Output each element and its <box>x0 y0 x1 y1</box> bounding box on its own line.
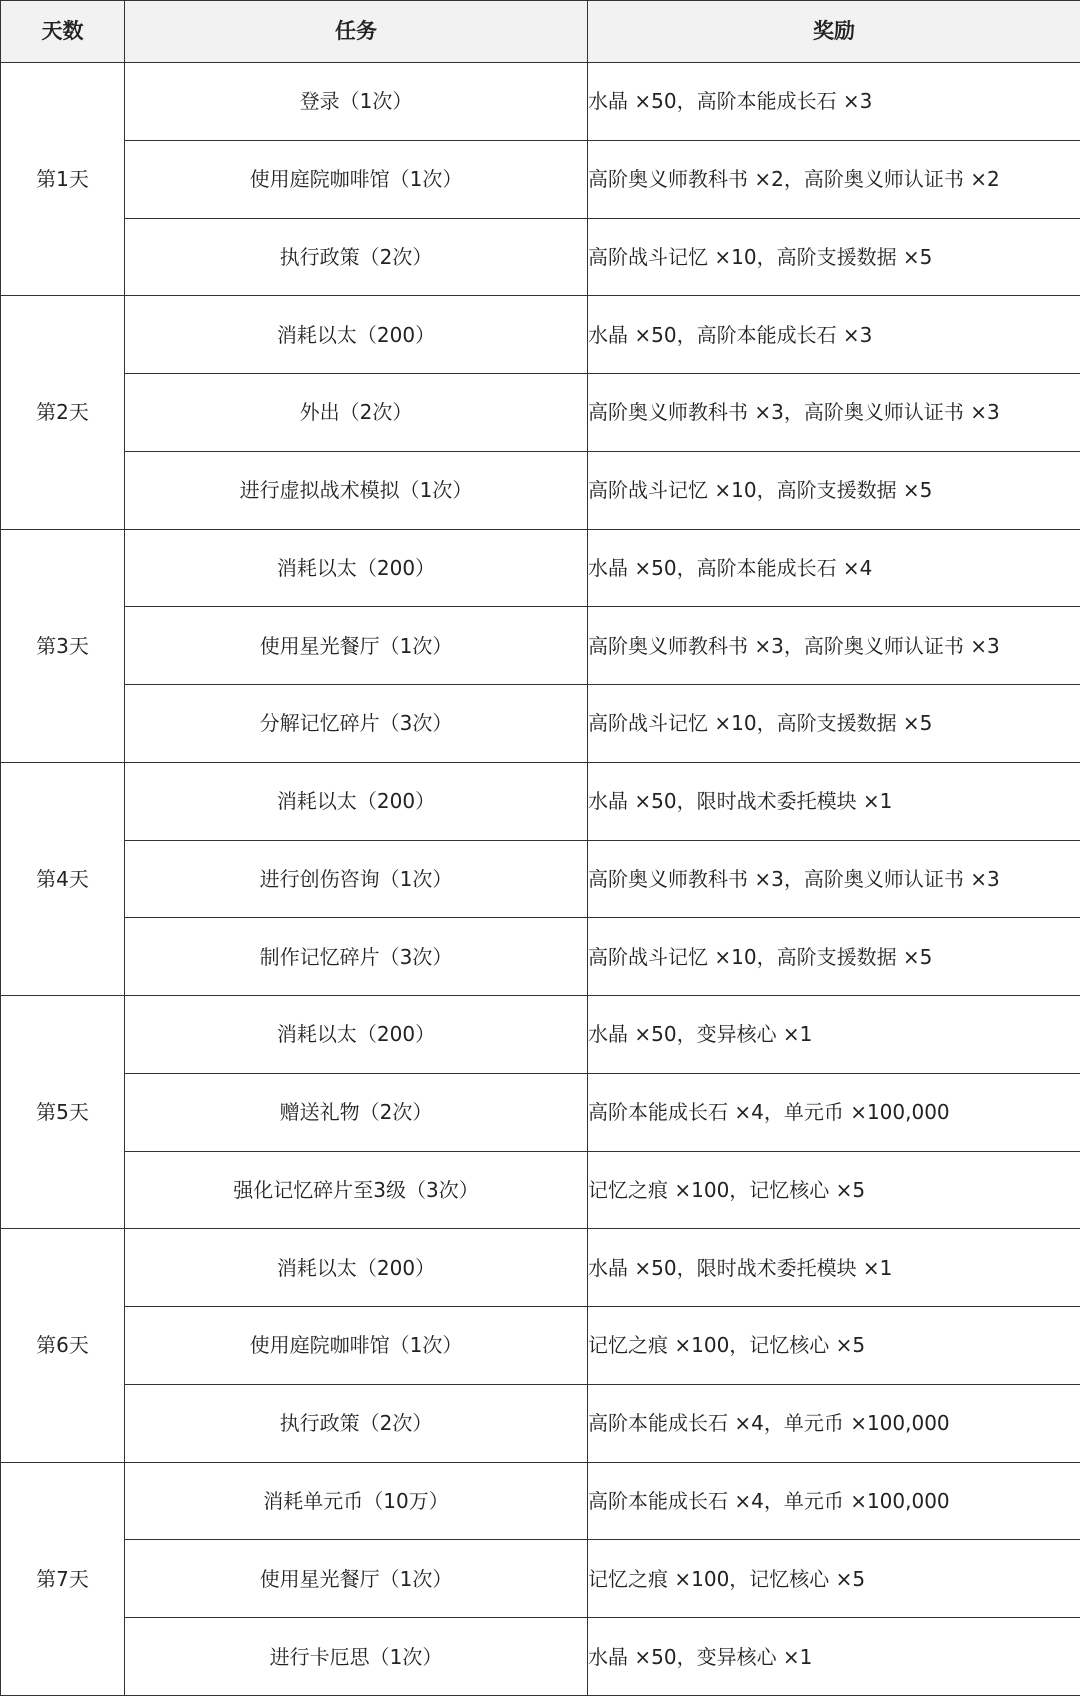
reward-cell: 高阶奥义师教科书 ×3，高阶奥义师认证书 ×3 <box>588 607 1080 685</box>
table-row <box>1 374 1080 452</box>
table-row <box>1 218 1080 296</box>
reward-cell: 高阶奥义师教科书 ×3，高阶奥义师认证书 ×3 <box>588 840 1080 918</box>
day-label: 第2天 <box>1 296 125 529</box>
reward-cell: 记忆之痕 ×100，记忆核心 ×5 <box>588 1151 1080 1229</box>
day-label: 第5天 <box>1 996 125 1229</box>
task-cell: 使用星光餐厅（1次） <box>125 1540 588 1618</box>
table-row <box>1 451 1080 529</box>
day-label: 第3天 <box>1 529 125 762</box>
task-cell: 消耗以太（200） <box>125 296 588 374</box>
table-row <box>1 685 1080 763</box>
task-cell: 分解记忆碎片（3次） <box>125 685 588 763</box>
task-cell: 进行卡厄思（1次） <box>125 1618 588 1696</box>
table-row <box>1 1229 1080 1307</box>
task-cell: 进行虚拟战术模拟（1次） <box>125 451 588 529</box>
reward-cell: 高阶奥义师教科书 ×3，高阶奥义师认证书 ×3 <box>588 374 1080 452</box>
reward-cell: 高阶战斗记忆 ×10，高阶支援数据 ×5 <box>588 918 1080 996</box>
reward-cell: 高阶本能成长石 ×4，单元币 ×100,000 <box>588 1384 1080 1462</box>
task-cell: 执行政策（2次） <box>125 218 588 296</box>
task-cell: 消耗以太（200） <box>125 529 588 607</box>
table-row <box>1 918 1080 996</box>
table-row <box>1 1151 1080 1229</box>
table-row <box>1 1384 1080 1462</box>
header-row <box>1 1 1080 63</box>
task-cell: 执行政策（2次） <box>125 1384 588 1462</box>
reward-cell: 水晶 ×50，变异核心 ×1 <box>588 1618 1080 1696</box>
task-cell: 登录（1次） <box>125 63 588 141</box>
header-day: 天数 <box>1 1 125 63</box>
reward-cell: 水晶 ×50，高阶本能成长石 ×3 <box>588 296 1080 374</box>
table-row <box>1 140 1080 218</box>
table-row <box>1 1073 1080 1151</box>
reward-cell: 记忆之痕 ×100，记忆核心 ×5 <box>588 1540 1080 1618</box>
table-row <box>1 1540 1080 1618</box>
table-row <box>1 1618 1080 1696</box>
task-cell: 使用星光餐厅（1次） <box>125 607 588 685</box>
reward-cell: 水晶 ×50，高阶本能成长石 ×4 <box>588 529 1080 607</box>
table-row <box>1 529 1080 607</box>
table-body <box>1 63 1080 1696</box>
reward-cell: 水晶 ×50，限时战术委托模块 ×1 <box>588 762 1080 840</box>
reward-cell: 水晶 ×50，变异核心 ×1 <box>588 996 1080 1074</box>
reward-cell: 水晶 ×50，高阶本能成长石 ×3 <box>588 63 1080 141</box>
task-cell: 强化记忆碎片至3级（3次） <box>125 1151 588 1229</box>
table-header <box>1 1 1080 63</box>
task-cell: 消耗以太（200） <box>125 1229 588 1307</box>
table-row <box>1 63 1080 141</box>
reward-cell: 高阶战斗记忆 ×10，高阶支援数据 ×5 <box>588 685 1080 763</box>
task-cell: 消耗以太（200） <box>125 996 588 1074</box>
reward-cell: 高阶奥义师教科书 ×2，高阶奥义师认证书 ×2 <box>588 140 1080 218</box>
table-row <box>1 840 1080 918</box>
task-cell: 消耗单元币（10万） <box>125 1462 588 1540</box>
day-label: 第7天 <box>1 1462 125 1696</box>
reward-cell: 高阶本能成长石 ×4，单元币 ×100,000 <box>588 1462 1080 1540</box>
task-cell: 进行创伤咨询（1次） <box>125 840 588 918</box>
day-label: 第4天 <box>1 762 125 995</box>
reward-cell: 高阶本能成长石 ×4，单元币 ×100,000 <box>588 1073 1080 1151</box>
reward-cell: 水晶 ×50，限时战术委托模块 ×1 <box>588 1229 1080 1307</box>
reward-cell: 记忆之痕 ×100，记忆核心 ×5 <box>588 1307 1080 1385</box>
table-row <box>1 607 1080 685</box>
table-row <box>1 1307 1080 1385</box>
task-cell: 使用庭院咖啡馆（1次） <box>125 1307 588 1385</box>
reward-cell: 高阶战斗记忆 ×10，高阶支援数据 ×5 <box>588 218 1080 296</box>
day-label: 第6天 <box>1 1229 125 1462</box>
task-cell: 制作记忆碎片（3次） <box>125 918 588 996</box>
header-task: 任务 <box>125 1 588 63</box>
task-cell: 外出（2次） <box>125 374 588 452</box>
task-cell: 消耗以太（200） <box>125 762 588 840</box>
task-cell: 使用庭院咖啡馆（1次） <box>125 140 588 218</box>
table-row <box>1 296 1080 374</box>
task-cell: 赠送礼物（2次） <box>125 1073 588 1151</box>
day-label: 第1天 <box>1 63 125 296</box>
reward-cell: 高阶战斗记忆 ×10，高阶支援数据 ×5 <box>588 451 1080 529</box>
table-row <box>1 1462 1080 1540</box>
header-reward: 奖励 <box>588 1 1080 63</box>
table-row <box>1 762 1080 840</box>
table-row <box>1 996 1080 1074</box>
